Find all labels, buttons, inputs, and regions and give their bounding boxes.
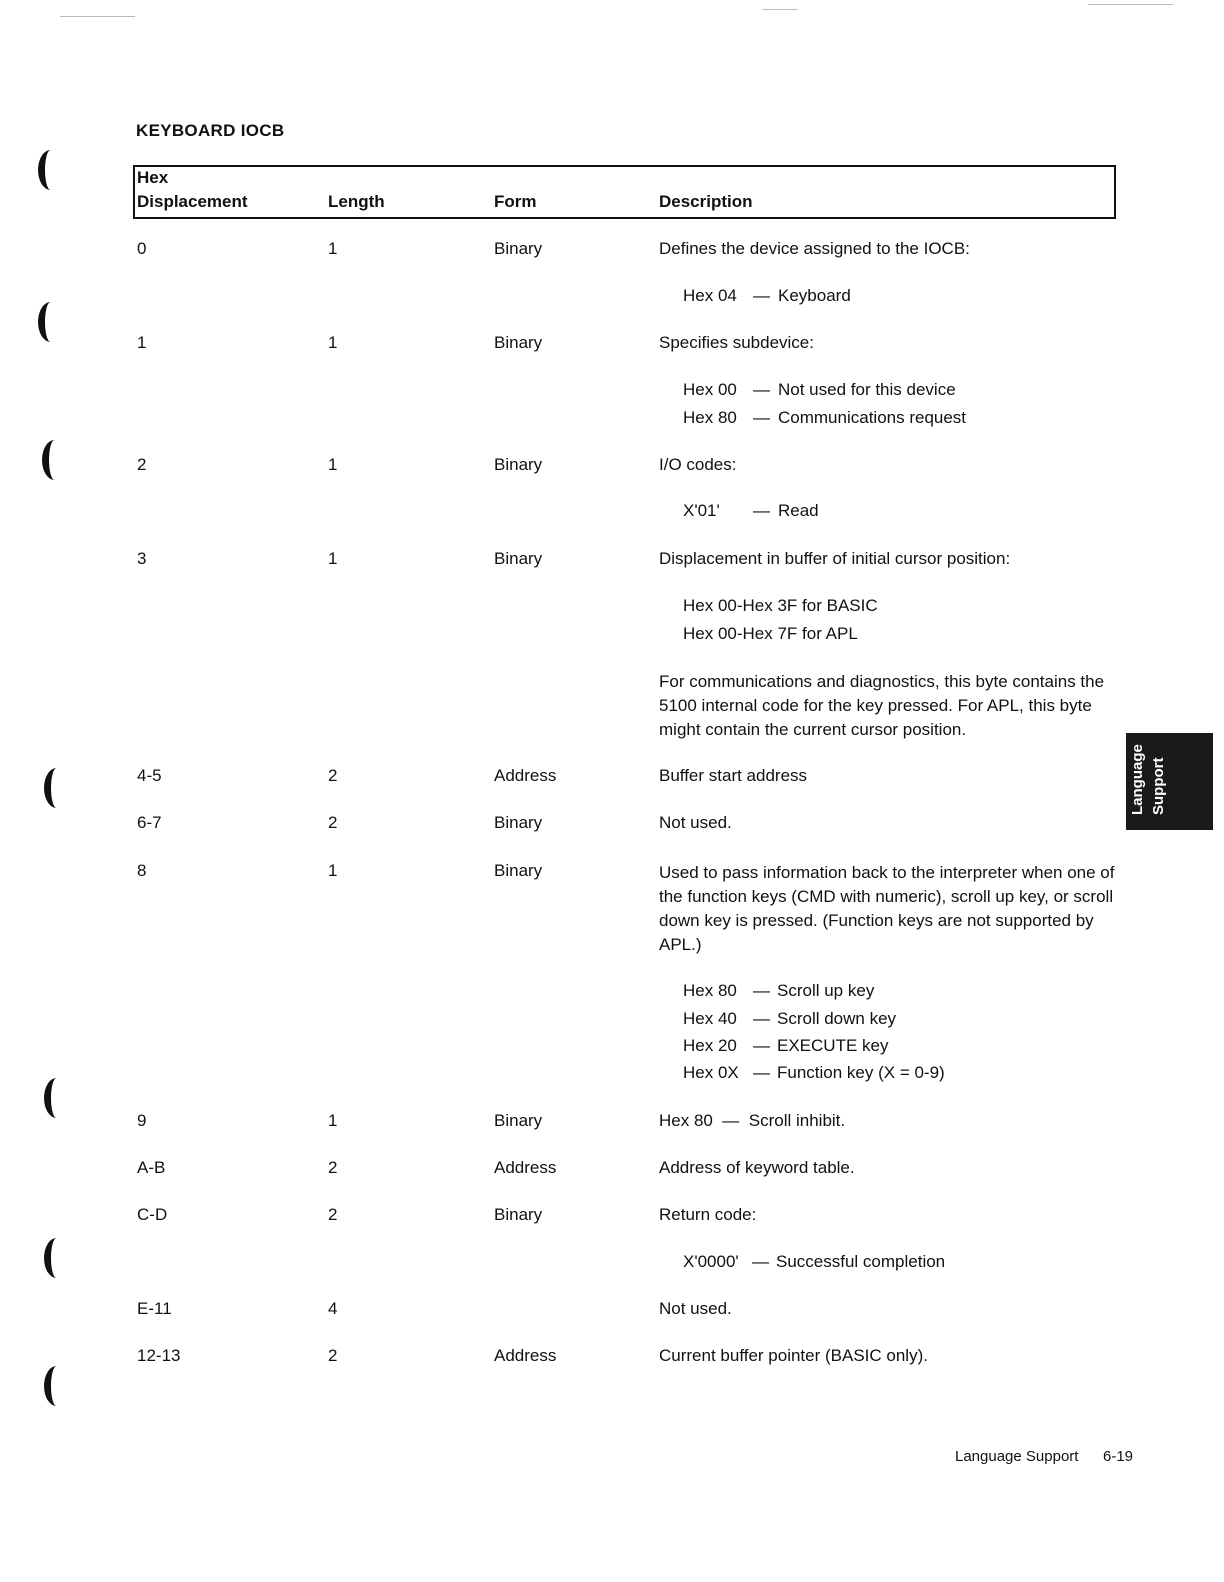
row-disp: 8 [137,861,147,880]
row-disp: 6-7 [137,813,162,832]
scan-mark [762,9,798,10]
row-length: 2 [328,1205,338,1224]
section-tab-line2: Support [1150,757,1167,815]
section-tab-line1: Language [1129,744,1146,815]
row-length: 1 [328,861,338,880]
row-form: Binary [494,455,543,474]
header-length: Length [328,192,385,211]
sub-dash: — [753,1036,770,1055]
row-description: Current buffer pointer (BASIC only). [659,1346,928,1365]
row-description: Displacement in buffer of initial cursor position: [659,549,1011,568]
row-description: Return code: [659,1205,757,1224]
row-disp: 1 [137,333,147,352]
row-form: Binary [494,239,543,258]
row-length: 4 [328,1299,338,1318]
sub-text: Scroll up key [777,981,875,1000]
sub-code: Hex 0X [683,1063,739,1082]
sub-dash: — [753,1063,770,1082]
punch-hole-mark [38,150,63,190]
row-length: 2 [328,813,338,832]
row-length: 1 [328,455,338,474]
row-form: Binary [494,333,543,352]
sub-code: Hex 40 [683,1009,737,1028]
punch-hole-mark [38,302,63,342]
row-length: 1 [328,239,338,258]
row-disp: A-B [137,1158,166,1177]
row-description: Buffer start address [659,766,808,785]
sub-dash: — [753,1009,770,1028]
row-length: 1 [328,333,338,352]
row-length: 1 [328,1111,338,1130]
sub-code: X'01' [683,501,720,520]
row-length: 2 [328,766,338,785]
row-form: Address [494,1346,557,1365]
header-hex: Hex [137,168,169,187]
page-title: KEYBOARD IOCB [136,121,285,140]
row-form: Address [494,766,557,785]
sub-text: Keyboard [778,286,851,305]
sub-text: Function key (X = 0-9) [777,1063,945,1082]
punch-hole-mark [44,1238,69,1278]
punch-hole-mark [42,440,67,480]
sub-code: X'0000' [683,1252,739,1271]
row-description: Used to pass information back to the interpreter when one of the function keys (CMD with numeric), scroll up key, or scroll down key is pressed. (Function keys are not supported by APL.) [659,863,1115,954]
row-description: Specifies subdevice: [659,333,814,352]
row-form: Binary [494,1205,543,1224]
row-description: Not used. [659,1299,732,1318]
sub-text: Successful completion [776,1252,946,1271]
row-disp: 3 [137,549,147,568]
sub-dash: — [753,981,770,1000]
sub-dash: — [753,286,770,305]
sub-text: Communications request [778,408,967,427]
row-length: 2 [328,1158,338,1177]
punch-hole-mark [44,768,69,808]
row-description: Hex 80 — Scroll inhibit. [659,1111,846,1130]
row-disp: 2 [137,455,147,474]
header-displacement: Displacement [137,192,248,211]
row-disp: C-D [137,1205,168,1224]
row-description: Not used. [659,813,732,832]
sub-text: Read [778,501,819,520]
row-form: Binary [494,549,543,568]
sub-dash: — [753,501,770,520]
row-form: Binary [494,813,543,832]
row-disp: 0 [137,239,147,258]
row-disp: 9 [137,1111,147,1130]
header-description: Description [659,192,753,211]
sub-code: Hex 80 [683,981,737,1000]
row-length: 2 [328,1346,338,1365]
header-form: Form [494,192,537,211]
row-description: Address of keyword table. [659,1158,855,1177]
row-disp: 12-13 [137,1346,181,1365]
row-form: Binary [494,861,543,880]
sub-text: Scroll down key [777,1009,897,1028]
footer-page-number: 6-19 [1103,1448,1134,1465]
row-description: I/O codes: [659,455,737,474]
sub-code: Hex 20 [683,1036,737,1055]
row-note: For communications and diagnostics, this byte contains the 5100 internal code for the key pressed. For APL, this byte might contain the current cursor position. [659,672,1105,739]
row-length: 1 [328,549,338,568]
table-header [133,165,1116,219]
section-tab [1126,733,1213,830]
row-disp: 4-5 [137,766,162,785]
sub-code: Hex 04 [683,286,737,305]
sub-text: Not used for this device [778,380,956,399]
scan-mark [60,16,135,17]
sub-dash: — [753,380,770,399]
sub-code: Hex 00 [683,380,737,399]
sub-dash: — [752,1252,769,1271]
scan-mark [1088,4,1173,5]
footer-section: Language Support [955,1448,1079,1465]
punch-hole-mark [44,1366,69,1406]
row-description: Defines the device assigned to the IOCB: [659,239,970,258]
row-form: Binary [494,1111,543,1130]
sub-text: Hex 00-Hex 7F for APL [683,624,858,643]
sub-code: Hex 80 [683,408,737,427]
row-form: Address [494,1158,557,1177]
sub-text: EXECUTE key [777,1036,889,1055]
sub-dash: — [753,408,770,427]
punch-hole-mark [44,1078,69,1118]
sub-text: Hex 00-Hex 3F for BASIC [683,596,878,615]
row-disp: E-11 [137,1299,172,1318]
